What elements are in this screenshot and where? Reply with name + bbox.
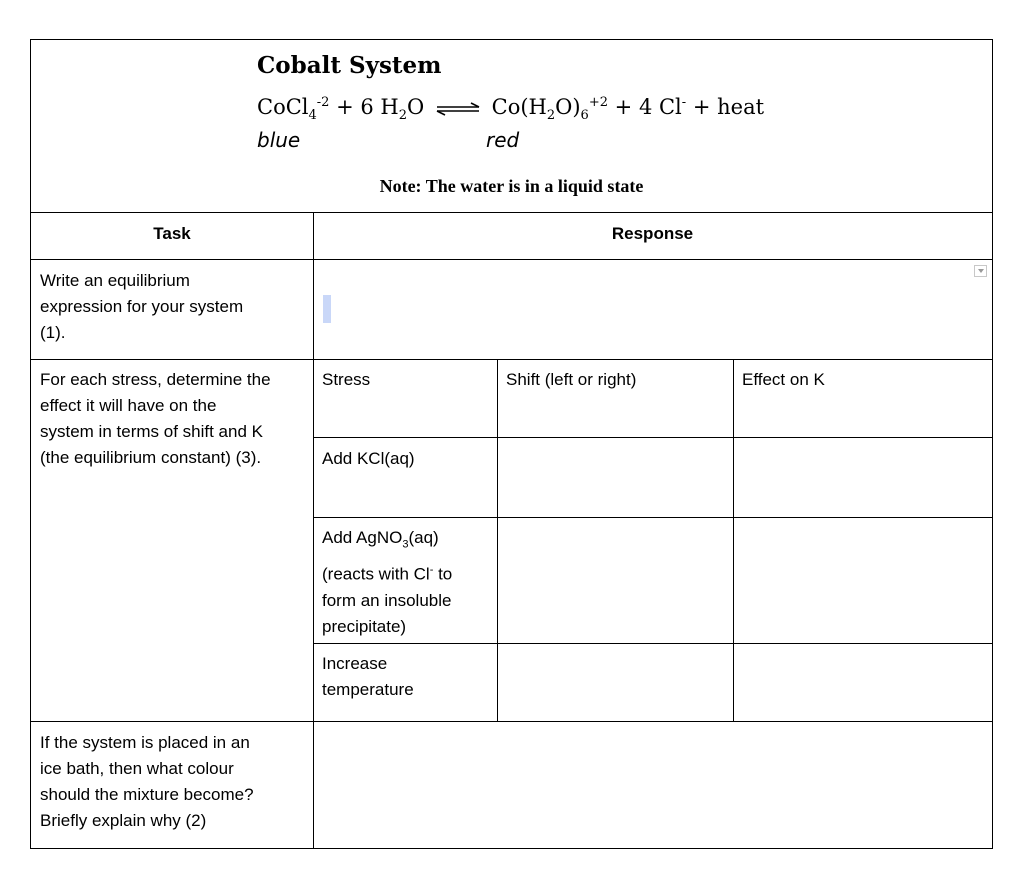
chevron-down-icon	[978, 269, 984, 273]
heat-term: + heat	[686, 95, 765, 119]
subscript: 4	[308, 108, 317, 124]
stress-line: form an insoluble	[322, 591, 452, 611]
stress-line: temperature	[322, 680, 414, 699]
system-header	[31, 40, 992, 213]
response-ice-bath-cell[interactable]	[314, 722, 992, 848]
response-equilibrium-expression-cell[interactable]	[314, 260, 992, 359]
stress-line	[322, 557, 452, 588]
task-line: (1).	[40, 323, 66, 342]
task-line: Briefly explain why (2)	[40, 811, 207, 830]
subscript: 2	[398, 108, 408, 124]
worksheet-table	[30, 39, 993, 849]
water-state-note: Note: The water is in a liquid state	[379, 176, 644, 196]
text: (reacts with Cl	[322, 565, 430, 585]
superscript: -	[681, 95, 687, 110]
shift-cell-kcl[interactable]	[498, 438, 733, 517]
superscript: +2	[588, 95, 608, 110]
text: Add AgNO	[322, 528, 403, 547]
effect-cell-agno3[interactable]	[734, 518, 992, 643]
product-color: red	[486, 128, 520, 152]
superscript: -2	[316, 95, 330, 110]
system-title: Cobalt System	[257, 52, 442, 79]
task-ice-bath	[40, 730, 254, 834]
shift-cell-temperature[interactable]	[498, 644, 733, 721]
equilibrium-arrow-icon	[435, 102, 481, 116]
stress-add-kcl: Add KCl(aq)	[322, 449, 415, 468]
task-stress-effects	[40, 367, 271, 471]
task-equilibrium-expression	[40, 268, 243, 346]
effect-cell-temperature[interactable]	[734, 644, 992, 721]
task-line: (the equilibrium constant) (3).	[40, 448, 262, 467]
shift-cell-agno3[interactable]	[498, 518, 733, 643]
task-line: If the system is placed in an	[40, 733, 250, 752]
task-line: For each stress, determine the	[40, 370, 271, 389]
subscript: 3	[402, 538, 409, 551]
task-column-header: Task	[153, 224, 191, 243]
water-term: + 6 H	[329, 95, 399, 119]
effect-on-k-header: Effect on K	[742, 370, 825, 389]
text: (aq)	[408, 528, 439, 547]
cell-dropdown-button[interactable]	[974, 265, 987, 277]
effect-cell-kcl[interactable]	[734, 438, 992, 517]
stress-line: Increase	[322, 654, 388, 673]
task-line: Write an equilibrium	[40, 271, 190, 290]
chloride-term: + 4 Cl	[608, 95, 682, 119]
text-cursor	[323, 295, 331, 323]
subscript: 6	[580, 108, 589, 124]
task-line: effect it will have on the	[40, 396, 217, 415]
row-divider	[31, 359, 992, 360]
task-line: system in terms of shift and K	[40, 422, 263, 441]
chemical-equation	[257, 95, 764, 123]
superscript: -	[429, 564, 434, 577]
water-o: O	[407, 95, 425, 119]
stress-add-agno3	[322, 525, 452, 640]
task-line: expression for your system	[40, 297, 244, 316]
stress-header: Stress	[322, 370, 371, 389]
product-complex: Co(H	[491, 95, 547, 119]
subscript: 2	[546, 108, 556, 124]
shift-header: Shift (left or right)	[506, 370, 637, 389]
text: to	[433, 565, 453, 585]
task-line: should the mixture become?	[40, 785, 254, 804]
reactant-color: blue	[257, 128, 301, 152]
product-o: O)	[555, 95, 581, 119]
stress-line	[322, 525, 452, 557]
stress-line: precipitate)	[322, 617, 407, 637]
response-column-header: Response	[611, 224, 694, 243]
reactant-cocl4: CoCl	[257, 95, 309, 119]
stress-increase-temperature	[322, 651, 414, 703]
task-line: ice bath, then what colour	[40, 759, 234, 778]
